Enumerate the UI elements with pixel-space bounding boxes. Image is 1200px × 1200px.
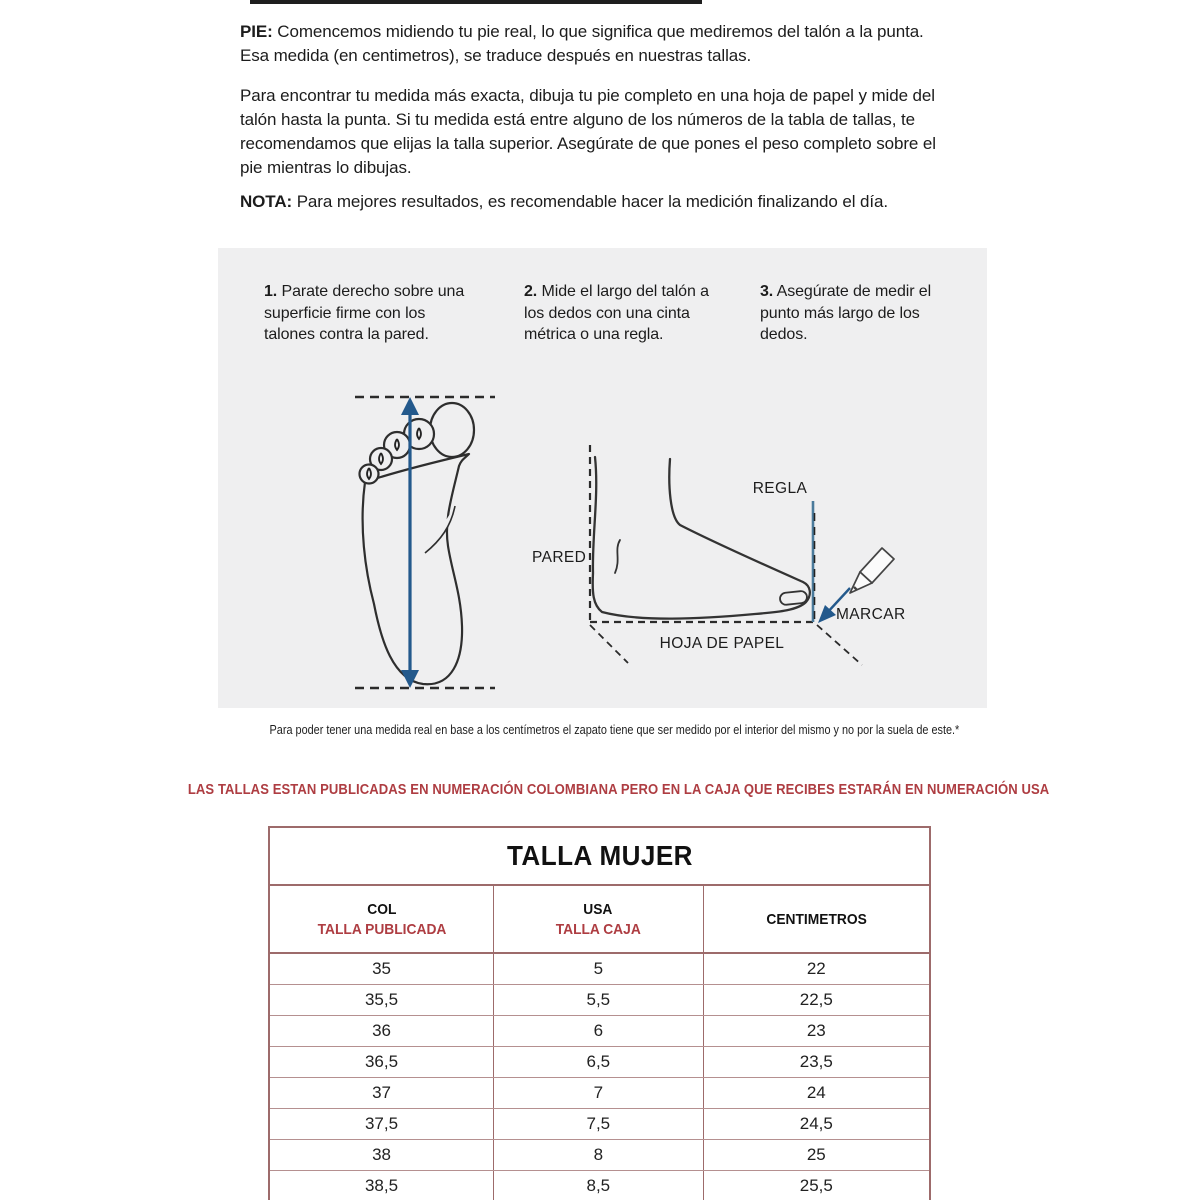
table-cell-cm: 23 — [806, 1021, 826, 1040]
col-header-line1: COL — [366, 900, 397, 918]
table-cell-cm: 25 — [806, 1145, 826, 1164]
table-cell-usa: 5,5 — [494, 985, 704, 1015]
table-cell-cm: 22 — [806, 959, 826, 978]
column-header-col — [270, 886, 494, 952]
paper-and-wall-lines — [590, 445, 862, 665]
step-1-text: Parate derecho sobre una superficie firme con los talones contra la pared. — [264, 283, 465, 343]
table-cell-usa: 8,5 — [494, 1171, 704, 1200]
table-cell-col: 36,5 — [270, 1047, 494, 1077]
table-cell-usa: 8 — [494, 1140, 704, 1170]
col-header-line2: TALLA PUBLICADA — [317, 920, 446, 938]
step-2 — [524, 281, 724, 346]
table-cell-usa: 6 — [494, 1016, 704, 1046]
pared-label: PARED — [532, 549, 587, 566]
table-row — [270, 1171, 929, 1200]
table-row — [270, 1047, 929, 1078]
table-cell-usa: 6,5 — [494, 1047, 704, 1077]
table-cell-cm: 25,5 — [799, 1176, 833, 1195]
table-cell-col: 38 — [270, 1140, 494, 1170]
step-1 — [264, 281, 470, 346]
step-3-number: 3. — [760, 283, 774, 300]
column-header-usa — [494, 886, 704, 952]
paragraph-nota — [240, 190, 956, 214]
intro-section — [240, 20, 956, 214]
cropped-header-bar — [250, 0, 702, 4]
usa-header-line2: TALLA CAJA — [555, 920, 641, 938]
fine-print-text: Para poder tener una medida real en base a los centímetros el zapato tiene que ser medido por el interior del mismo y no por la suela de este.* — [269, 723, 960, 737]
column-header-centimetros — [704, 886, 929, 952]
step-1-number: 1. — [264, 283, 278, 300]
size-table-headers — [270, 886, 929, 954]
fine-print-note — [218, 723, 987, 737]
size-table-title — [270, 828, 929, 886]
cm-header-line1: CENTIMETROS — [766, 910, 867, 928]
table-row — [270, 1109, 929, 1140]
table-cell-col: 38,5 — [270, 1171, 494, 1200]
table-cell-usa: 5 — [494, 954, 704, 984]
table-cell-usa: 7,5 — [494, 1109, 704, 1139]
table-row — [270, 1140, 929, 1171]
step-2-number: 2. — [524, 283, 538, 300]
table-cell-col: 37,5 — [270, 1109, 494, 1139]
usa-header-line1: USA — [583, 900, 613, 918]
table-row — [270, 1078, 929, 1109]
hoja-de-papel-label: HOJA DE PAPEL — [659, 635, 785, 652]
table-cell-col: 36 — [270, 1016, 494, 1046]
foot-side-diagram — [530, 435, 930, 685]
pie-text: Comencemos midiendo tu pie real, lo que significa que mediremos del talón a la punta. Esa medida (en centimetros), se traduce después en nuestras tallas. — [240, 22, 924, 65]
table-row — [270, 985, 929, 1016]
pencil-icon — [850, 548, 894, 593]
ruler-line — [813, 501, 815, 622]
step-3-text: Asegúrate de medir el punto más largo de los dedos. — [760, 283, 932, 343]
size-table-body — [270, 954, 929, 1200]
foot-sole-diagram — [355, 388, 495, 704]
size-table — [268, 826, 931, 1200]
paragraph-measure: Para encontrar tu medida más exacta, dibuja tu pie completo en una hoja de papel y mide del talón hasta la punta. Si tu medida está entre alguno de los números de la tabla de tallas, te recomendamos que elijas la talla superior. Asegúrate de que pones el peso completo sobre el pie mientras lo dibujas. — [240, 86, 936, 177]
marcar-label: MARCAR — [836, 606, 906, 623]
numeration-warning — [140, 781, 1060, 799]
table-cell-col: 35,5 — [270, 985, 494, 1015]
table-row — [270, 1016, 929, 1047]
table-cell-usa: 7 — [494, 1078, 704, 1108]
table-cell-cm: 23,5 — [799, 1052, 833, 1071]
regla-label: REGLA — [752, 480, 808, 497]
numeration-warning-text: LAS TALLAS ESTAN PUBLICADAS EN NUMERACIÓN COLOMBIANA PERO EN LA CAJA QUE RECIBES ESTARÁN EN NUMERACIÓN USA — [187, 782, 1050, 798]
foot-sole-outline — [360, 403, 475, 684]
table-cell-col: 35 — [270, 954, 494, 984]
nota-label: NOTA: — [240, 192, 293, 211]
table-cell-col: 37 — [270, 1078, 494, 1108]
step-2-text: Mide el largo del talón a los dedos con una cinta métrica o una regla. — [524, 283, 709, 343]
nota-text: Para mejores resultados, es recomendable hacer la medición finalizando el día. — [296, 192, 888, 211]
size-table-title-text: TALLA MUJER — [506, 840, 693, 871]
paragraph-pie — [240, 20, 956, 68]
instructions-panel — [218, 248, 987, 708]
table-row — [270, 954, 929, 985]
table-cell-cm: 22,5 — [799, 990, 833, 1009]
pie-label: PIE: — [240, 22, 273, 41]
table-cell-cm: 24,5 — [799, 1114, 833, 1133]
table-cell-cm: 24 — [806, 1083, 826, 1102]
step-3 — [760, 281, 942, 346]
